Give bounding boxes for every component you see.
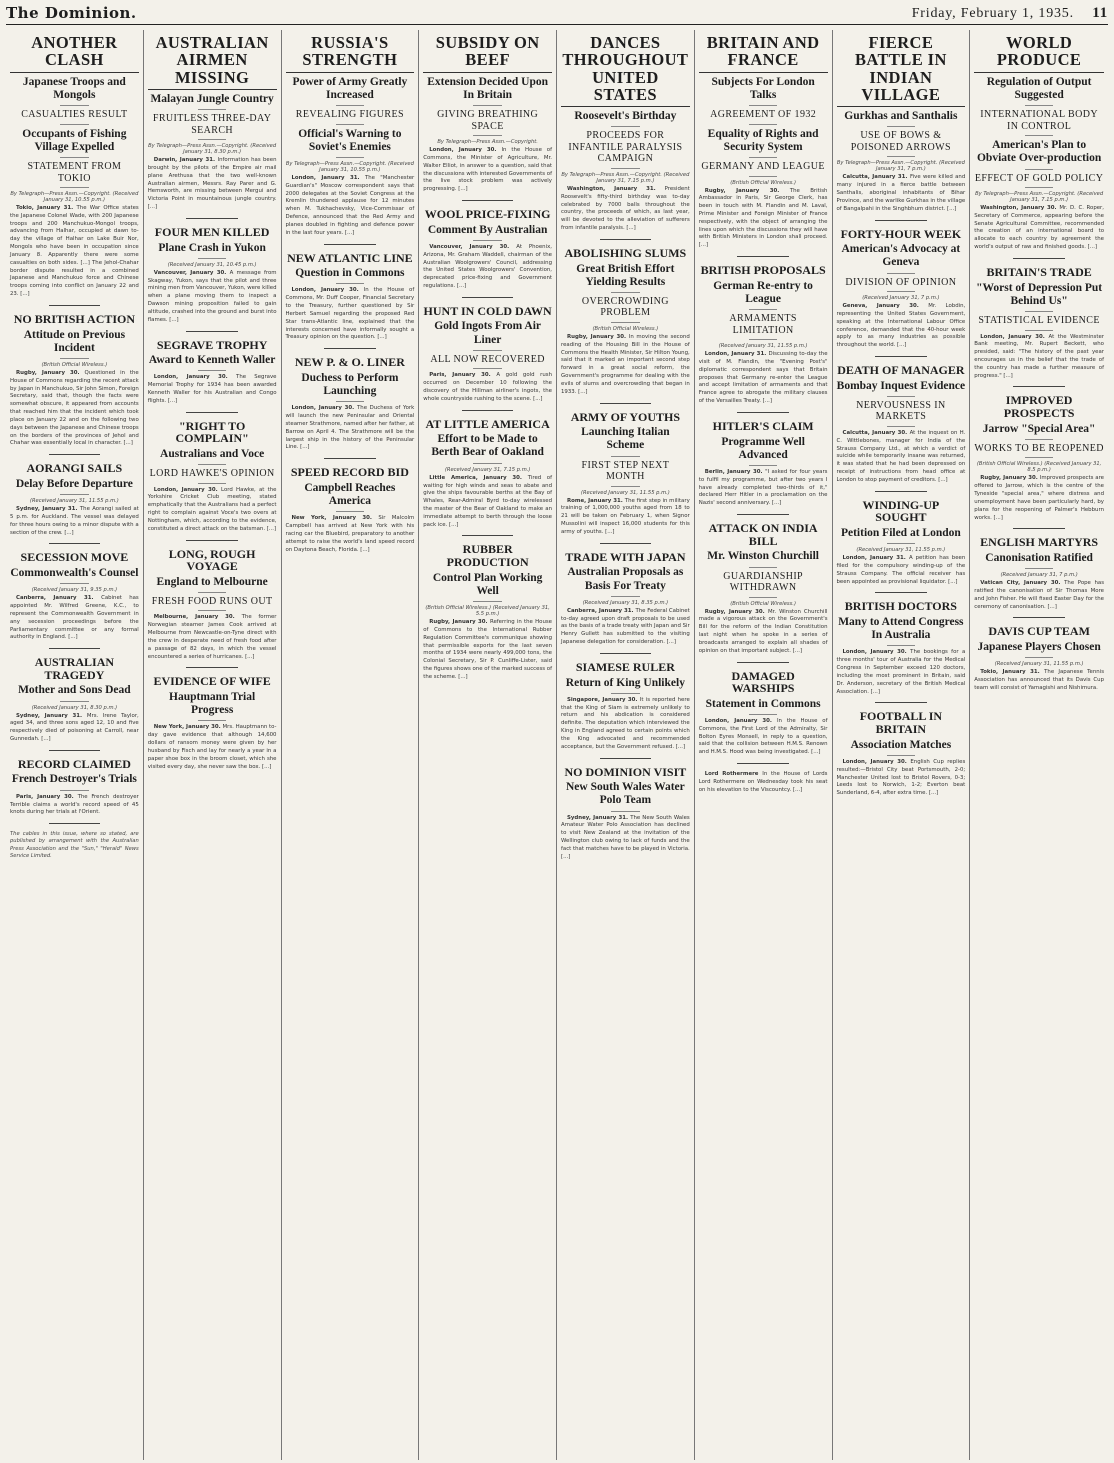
article-subheading: REVEALING FIGURES	[286, 109, 415, 125]
article-headline: BRITAIN AND FRANCE	[699, 34, 828, 73]
article-credit: By Telegraph—Press Assn.—Copyright. (Received January 31, 7.15 p.m.)	[561, 171, 690, 184]
article-dateline: Rome, January 31.	[567, 497, 625, 504]
article-dateline: New York, January 30.	[153, 724, 223, 731]
article-dateline: Sydney, January 31.	[16, 506, 80, 513]
article-body: London, January 30. In the House of Commons, Mr. Duff Cooper, Financial Secretary to the Treasury, further questioned by Sir Herbert Samuel regarding the proposed Red Star trans-Atlantic line, explained that the interests concerned have informally sought a Treasury opinion on the question. [...]	[285, 287, 415, 341]
article-credit: (Received January 31, 10.45 p.m.)	[167, 261, 257, 268]
article-subheading: Petition Filed at London	[837, 527, 966, 544]
article-headline: NEW P. & O. LINER	[294, 355, 405, 370]
article-body: Rugby, January 30. In moving the second reading of the Housing Bill in the House of Commons the Health Minister, Sir Hilton Young, said that it marked an important second step forward in a great social reform, the Government's programme for dealing with the evils of slums and overcrowding that began in 1933. [...]	[561, 333, 690, 395]
article-dateline: London, January 30.	[704, 717, 777, 724]
article	[561, 661, 690, 759]
article	[699, 264, 828, 413]
article-headline: LONG, ROUGH VOYAGE	[168, 546, 256, 574]
article	[699, 522, 828, 662]
news-column-5	[557, 30, 695, 1460]
article-dateline: Tokio, January 31.	[980, 669, 1045, 676]
article-credit: (Received January 31, 7 p.m.)	[862, 295, 940, 302]
article-subheading: Jarrow "Special Area"	[974, 423, 1104, 440]
article-headline: BRITAIN'S TRADE	[986, 264, 1092, 279]
article-subheading: Statement in Commons	[699, 698, 828, 715]
article-body: Vancouver, January 30. A message from Skagway, Yukon, says that the pilot and three mining men from Vancouver, Yukon, were killed when a plane moving them to inspect a Dawson mining proposition failed to gain altitude, crashed into the ground and burst into flames. [...]	[147, 269, 277, 323]
article	[974, 625, 1104, 692]
article-dateline: Rugby, January 30.	[704, 187, 790, 194]
article-dateline: Sydney, January 31.	[16, 712, 87, 719]
article-subheading: Delay Before Departure	[10, 478, 139, 495]
column-footnote: The cables in this issue, where so stated, are published by arrangement with the Australian Press Association and the "Sun," "Herald" News Service Limited.	[10, 831, 139, 860]
article	[561, 34, 690, 240]
article-body: Rugby, January 30. Referring in the House of Commons to the International Rubber Regulation Committee's communique showing that permissible exports for the last seven months of 1934 were nearly 499,000 tons, the Colonial Secretary, Sir P. Cunliffe-Lister, said the figures shows one of the marked success of the scheme. [...]	[423, 619, 552, 680]
article-subheading: PROCEEDS FOR INFANTILE PARALYSIS CAMPAIGN	[561, 130, 690, 169]
article-dateline: Calcutta, January 31.	[842, 174, 910, 181]
article-body: London, January 30. English Cup replies resulted:—Bristol City beat Portsmouth, 2-0; Manchester United lost to Bristol Rovers, 0-3; Leeds lost to Norwich, 1-2; Everton beat Sunderland, 6-4, after extra time. [...]	[836, 758, 966, 797]
article-credit: (British Official Wireless.)	[592, 325, 659, 332]
article-subheading: WORKS TO BE REOPENED	[974, 443, 1104, 459]
article-headline: AT LITTLE AMERICA	[425, 416, 550, 431]
article-headline: ANOTHER CLASH	[10, 34, 139, 73]
article	[10, 313, 139, 455]
article-credit: By Telegraph—Press Assn.—Copyright. (Received January 31, 8.30 p.m.)	[148, 143, 277, 156]
article-subheading: FIRST STEP NEXT MONTH	[561, 460, 690, 487]
article-headline: HUNT IN COLD DAWN	[423, 303, 552, 318]
article	[148, 226, 277, 332]
news-column-2	[144, 30, 282, 1460]
article-subheading: Association Matches	[837, 739, 966, 756]
article	[423, 208, 552, 298]
article-subheading: Gurkhas and Santhalis	[837, 110, 966, 127]
article-subheading: INTERNATIONAL BODY IN CONTROL	[974, 109, 1104, 136]
article-subheading: French Destroyer's Trials	[10, 773, 139, 790]
article-subheading: Control Plan Working Well	[423, 572, 552, 602]
article-subheading: Many to Attend Congress In Australia	[837, 616, 966, 646]
article-subheading: Attitude on Previous Incident	[10, 329, 139, 359]
article	[10, 462, 139, 544]
article-subheading: EFFECT OF GOLD POLICY	[974, 173, 1104, 189]
article-subheading: Hauptmann Trial Progress	[148, 691, 277, 721]
article-body: London, January 30. In the House of Commons, the First Lord of the Admiralty, Sir Bolton Eyres Monsell, in reply to a question, said that the collision between H.M.S. Renown and H.M.S. Hood was being investigated. [...]	[698, 717, 828, 756]
article-dateline: Paris, January 30.	[429, 372, 497, 379]
article-credit: (British Official Wireless.)	[41, 361, 108, 368]
article-dateline: Paris, January 30.	[16, 793, 78, 800]
news-column-7	[833, 30, 971, 1460]
article-headline: DAMAGED WARSHIPS	[731, 668, 795, 696]
article-body: Rome, January 31. The first step in military training of 1,000,000 youths aged from 18 to 21 will be taken on February 1, when Signor Mussolini will inspect 16,000 students for this army of youths. [...]	[561, 497, 690, 535]
article-headline: SECESSION MOVE	[20, 550, 129, 565]
article-body: Darwin, January 31. Information has been brought by the pilots of the Empire air mail plane Arethusa that the two well-known Australian airmen, Messrs. Ray Parer and G. Hemsworth, are missing between Mergui and Victoria Point in mountainous jungle country. [...]	[147, 157, 277, 211]
article-dateline: Berlin, January 30.	[704, 468, 766, 475]
article	[286, 356, 415, 459]
article-subheading: AGREEMENT OF 1932	[699, 109, 828, 125]
article-subheading: Regulation of Output Suggested	[974, 76, 1104, 106]
article-headline: BRITISH PROPOSALS	[700, 263, 826, 278]
article-subheading: Award to Kenneth Waller	[148, 354, 277, 371]
article	[286, 466, 415, 554]
news-column-8	[970, 30, 1108, 1460]
article	[423, 305, 552, 411]
article-credit: (Received January 31, 11.55 p.m.)	[29, 498, 119, 505]
article	[148, 34, 277, 219]
article-subheading: STATEMENT FROM TOKIO	[10, 161, 139, 188]
article	[148, 339, 277, 413]
article-body: Rugby, January 30. Mr. Winston Churchill made a vigorous attack on the Government's Bill for the reform of the Indian Constitution last night when he spoke in a series of broadcasts arranged to explain all shades of opinion on that important subject. [...]	[698, 608, 828, 654]
article-body: Canberra, January 31. The Federal Cabinet to-day agreed upon draft proposals to be used as the basis of a trade treaty with Japan and Sir Henry Gullett has submitted to the visiting Japanese delegation for consideration. [...]	[561, 607, 690, 646]
article-subheading: "Worst of Depression Put Behind Us"	[974, 282, 1104, 312]
article-subheading: Equality of Rights and Security System	[699, 128, 828, 158]
article-headline: SEGRAVE TROPHY	[156, 337, 268, 352]
article	[148, 675, 277, 771]
article-body: Washington, January 30. Mr. D. C. Roper, Secretary of Commerce, appearing before the Senate Agricultural Committee, recommended the creation of an international board to allocate to each country by agreement the world's output of raw and finished goods. [...]	[974, 205, 1104, 251]
article-dateline: London, January 30.	[153, 374, 237, 381]
article-body: Rugby, January 30. Questioned in the House of Commons regarding the recent attack by Japan in Manchukuo, Sir John Simon, Foreign Secretary, said that, though the facts were somewhat obscure, it appeared from accounts that reached him that the incident which took place on January 22 and on the following two days between the Japanese and Chinese troops on the borders of the provinces of Jehol and Chahar was essentially local in character. [...]	[10, 369, 139, 447]
article-headline: NO DOMINION VISIT	[564, 764, 687, 779]
article-credit: (Received January 31, 8.35 p.m.)	[582, 599, 669, 606]
article-dateline: Melbourne, January 30.	[153, 614, 242, 621]
article-credit: (Received January 31, 11.55 p.m.)	[580, 489, 670, 496]
article-body: Tokio, January 31. The War Office states the Japanese Colonel Wade, with 200 Japanese troops and 200 Manchukuo-Mongol troops, advancing from Halhar, occupied at dawn to-day the village of Halhar on Lake Buir Nor, Mongols who have been in occupation since January 8. Apparently there were some casualties on both sides. [...] The Jehol-Chahar border dispute resulted in a combined Japanese and Manchukuo force and Chinese troops coming into conflict on January 22 and 23. [...]	[10, 205, 139, 298]
article-dateline: London, January 30.	[842, 758, 911, 765]
article	[561, 247, 690, 404]
article	[837, 499, 966, 594]
news-column-3	[282, 30, 420, 1460]
article-headline: FOOTBALL IN BRITAIN	[859, 709, 943, 737]
article-body: London, January 30. In the House of Commons, the Minister of Agriculture, Mr. Walter Elliot, in answer to a question, said that the discussions with interested Governments of the live stock problem was actively progressing. [...]	[423, 147, 552, 193]
article-subheading: Australian Proposals as Basis For Treaty	[561, 566, 690, 596]
article-body: London, January 31. A petition has been filed for the compulsory winding-up of the Strauss Company. The official receiver has been appointed as provisional liquidator. [...]	[836, 555, 966, 585]
article-body: Berlin, January 30. "I asked for four years to fulfil my programme, but after two years I have already completed two-thirds of it," declared Herr Hitler in a proclamation on the Nazis' second anniversary. [...]	[698, 468, 828, 507]
article-body: Washington, January 31. President Roosevelt's fifty-third birthday was to-day celebrated by 7000 balls throughout the country, the proceeds of which, as last year, will be devoted to the alleviation of sufferers from infantile paralysis. [...]	[561, 185, 690, 232]
article-subheading: Gold Ingots From Air Liner	[423, 320, 552, 350]
article-dateline: Tokio, January 31.	[16, 205, 77, 211]
article-subheading: ALL NOW RECOVERED	[423, 354, 552, 370]
article-body: Vatican City, January 30. The Pope has ratified the canonisation of Sir Thomas More and John Fisher. He will fixed Easter Day for the ceremony of canonisation. [...]	[974, 580, 1104, 610]
article-headline: DANCES THROUGHOUT UNITED STATES	[561, 34, 690, 107]
article-headline: WINDING-UP SOUGHT	[862, 497, 940, 525]
article-headline: WORLD PRODUCE	[974, 34, 1104, 73]
column-grid	[6, 30, 1108, 1460]
article-subheading: Mr. Winston Churchill	[699, 550, 828, 567]
article-dateline: Washington, January 30.	[980, 205, 1060, 211]
article-headline: TRADE WITH JAPAN	[565, 549, 686, 564]
article-subheading: Japanese Players Chosen	[974, 641, 1104, 658]
article-headline: IMPROVED PROSPECTS	[1003, 393, 1075, 421]
article-body: Little America, January 30. Tired of waiting for high winds and seas to abate and give the ships favourable berths at the Bay of Whales, Rear-Admiral Byrd to-day wirelessed the master of the Bear of Oakland to make an immediate attempt to berth through the loose pack ice. [...]	[423, 474, 552, 528]
article-body: London, January 30. The Segrave Memorial Trophy for 1934 has been awarded Kenneth Waller for his Australian and Congo flights. [...]	[147, 374, 277, 404]
article-credit: (Received January 31, 11.55 p.m.)	[994, 661, 1084, 668]
article-credit: (Received January 31, 11.55 p.m.)	[718, 343, 808, 350]
article-headline: ATTACK ON INDIA BILL	[708, 521, 818, 548]
article-headline: WOOL PRICE-FIXING	[424, 207, 551, 222]
article-credit: By Telegraph—Press Assn.—Copyright. (Received January 31, 10.55 p.m.)	[10, 191, 139, 203]
article	[837, 600, 966, 703]
article-body: Rugby, January 30. The British Ambassador in Paris, Sir George Clerk, has been in touch with M. Flandin and M. Laval, Prime Minister and Foreign Minister of France respectively, with the object of arranging the lines upon which the discussions they will have with British Ministers in London shall proceed. [...]	[698, 187, 828, 249]
issue-date-text: Friday, February 1, 1935.	[911, 5, 1074, 21]
article-body: Calcutta, January 31. Five were killed and many injured in a fierce battle between Santhalis, aboriginal inhabitants of Bihar Province, and the warlike Gurkhas in the village of Bangalpahi in the Singhbhum district. [...]	[836, 174, 966, 212]
article	[837, 364, 966, 492]
article-subheading: German Re-entry to League	[699, 280, 828, 310]
article-credit: (British Official Wireless.)	[730, 600, 796, 607]
article-subheading: Campbell Reaches America	[286, 482, 415, 512]
article	[561, 766, 690, 862]
article-dateline: Vancouver, January 30.	[429, 243, 517, 250]
article	[561, 551, 690, 654]
article-subheading: DIVISION OF OPINION	[837, 277, 966, 293]
article-body: New York, January 30. Mrs. Hauptmann to-day gave evidence that although 14,600 dollars of ransom money were given by her husband by Fisch and lay for nearly a year in a paper shoe box in the broom closet, which she visited every day, she never saw the box. [...]	[147, 724, 277, 770]
article-headline: SIAMESE RULER	[575, 659, 675, 674]
newspaper-title: The Dominion.	[6, 4, 137, 22]
article-subheading: Official's Warning to Soviet's Enemies	[286, 128, 415, 158]
article-subheading: Commonwealth's Counsel	[10, 567, 139, 584]
article-dateline: London, January 30.	[291, 405, 358, 412]
article-headline: RECORD CLAIMED	[17, 756, 131, 771]
article-body: Tokio, January 31. The Japanese Tennis Association has announced that its Davis Cup team will consist of Yamagishi and Nishimura.	[974, 669, 1105, 691]
article-subheading: GERMANY AND LEAGUE	[699, 161, 828, 177]
article-headline: FIERCE BATTLE IN INDIAN VILLAGE	[837, 34, 966, 107]
article	[837, 710, 966, 798]
article	[10, 34, 139, 306]
article-subheading: Launching Italian Scheme	[561, 426, 690, 456]
article	[148, 420, 277, 541]
article-subheading: Duchess to Perform Launching	[286, 372, 415, 402]
article-body: Sydney, January 31. The New South Wales Amateur Water Polo Association has declined to visit New Zealand at the invitation of the Wellington club owing to lack of funds and the fact that matches have to be played in Victoria. [...]	[561, 814, 690, 860]
article	[974, 536, 1104, 618]
article-headline: SUBSIDY ON BEEF	[423, 34, 552, 73]
article-subheading: Power of Army Greatly Increased	[286, 76, 415, 106]
article-dateline: Rugby, January 30.	[704, 608, 768, 615]
article-subheading: Bombay Inquest Evidence	[837, 380, 966, 397]
article-credit: (British Official Wireless.) (Received January 31, 5.5 p.m.)	[425, 605, 550, 618]
article	[699, 771, 828, 794]
article-subheading: Australians and Voce	[148, 448, 277, 465]
article-dateline: Vatican City, January 30.	[980, 580, 1065, 587]
article	[423, 418, 552, 537]
article-headline: AUSTRALIAN TRAGEDY	[34, 655, 115, 682]
article-subheading: NERVOUSNESS IN MARKETS	[837, 400, 966, 427]
article	[423, 543, 552, 681]
article-credit: (British Official Wireless.) (Received January 31, 8.5 p.m.)	[976, 461, 1102, 474]
article-subheading: LORD HAWKE'S OPINION	[148, 468, 277, 484]
article-dateline: Singapore, January 30.	[567, 696, 640, 703]
article-body: London, January 30. At the Westminster Bank meeting, Mr. Rupert Beckett, who presided, said: "The history of the past year encourages us in the belief that the trade of the country has made a further measure of progress." [...]	[974, 333, 1104, 379]
article	[699, 420, 828, 515]
article	[10, 656, 139, 751]
article-dateline: London, January 31.	[291, 175, 365, 181]
article-subheading: ARMAMENTS LIMITATION	[699, 313, 828, 340]
article-headline: AORANGI SAILS	[26, 461, 123, 476]
article-subheading: FRESH FOOD RUNS OUT	[148, 596, 277, 612]
article-body: Singapore, January 30. It is reported here that the King of Siam is extremely unlikely to return and his abdication is considered definite. The deputation which interviewed the King in England agreed to certain points which the King advocated and recommended acceptance, but the Government refused. [...]	[561, 696, 690, 750]
article-body: London, January 31. The "Manchester Guardian's" Moscow correspondent says that 2000 delegates at the Soviet Congress at the Kremlin thundered applause for 12 minutes when M. Tukhachevsky, Vice-Commissar of Defence, announced that the Red Army and planes doubled in fighting and defence power in the last four years. [...]	[285, 175, 415, 236]
article-dateline: Geneva, January 30.	[842, 303, 929, 310]
article-dateline: Rugby, January 30.	[567, 333, 629, 340]
article-headline: SPEED RECORD BID	[290, 465, 409, 480]
article-headline: AUSTRALIAN AIRMEN MISSING	[148, 34, 277, 90]
article-subheading: STATISTICAL EVIDENCE	[974, 315, 1104, 331]
article	[974, 266, 1104, 388]
article-subheading: OVERCROWDING PROBLEM	[561, 296, 690, 323]
article-body: Geneva, January 30. Mr. Lobdin, representing the United States Government, speaking at the International Labour Office conference, demanded that the 40-hour week apply to as many industries as possible throughout the world. [...]	[836, 303, 966, 349]
article-dateline: New York, January 30.	[291, 515, 379, 522]
article-dateline: London, January 30.	[153, 486, 222, 493]
news-column-1	[6, 30, 144, 1460]
article-dateline: Rugby, January 30.	[429, 619, 490, 626]
article-headline: FOUR MEN KILLED	[154, 224, 270, 239]
article	[10, 551, 139, 649]
article-subheading: FRUITLESS THREE-DAY SEARCH	[148, 113, 277, 140]
article-dateline: Canberra, January 31.	[16, 595, 102, 602]
article-headline: HITLER'S CLAIM	[712, 418, 814, 433]
article-headline: NEW ATLANTIC LINE	[287, 250, 413, 265]
article-dateline: Canberra, January 31.	[567, 607, 636, 614]
article-subheading: Canonisation Ratified	[974, 552, 1104, 569]
news-column-6	[695, 30, 833, 1460]
article-subheading: GUARDIANSHIP WITHDRAWN	[699, 571, 828, 598]
article-dateline: London, January 31.	[842, 555, 909, 562]
article-subheading: England to Melbourne	[148, 576, 277, 593]
article-credit: (Received January 31, 9.35 p.m.)	[31, 587, 118, 594]
article-body: London, January 30. The Duchess of York will launch the new Peninsular and Oriental steamer Strathmore, named after her father, at Barrow on April 4. The Strathmore will be the largest ship in the history of the Peninsular Line. [...]	[285, 405, 415, 451]
article-dateline: London, January 30.	[291, 287, 364, 294]
article	[974, 34, 1104, 259]
article-dateline: Vancouver, January 30.	[153, 269, 230, 276]
article-dateline: London, January 30.	[842, 649, 911, 656]
page-number: 11	[1092, 4, 1108, 21]
news-column-4	[419, 30, 557, 1460]
article-headline: RUBBER PRODUCTION	[446, 542, 529, 570]
article-dateline: Sydney, January 31.	[567, 814, 631, 821]
article-headline: "RIGHT TO COMPLAIN"	[175, 418, 249, 446]
article-credit: By Telegraph—Press Assn.—Copyright. (Received January 31, 7.15 p.m.)	[975, 191, 1104, 203]
article	[974, 394, 1104, 529]
article-headline: RUSSIA'S STRENGTH	[286, 34, 415, 73]
article-subheading: Roosevelt's Birthday	[561, 110, 690, 127]
article-credit: By Telegraph—Press Assn.—Copyright. (Received January 31, 10.55 p.m.)	[285, 161, 414, 173]
article-headline: BRITISH DOCTORS	[844, 599, 957, 614]
article-subheading: Malayan Jungle Country	[148, 93, 277, 110]
article-dateline: London, January 30.	[429, 147, 502, 154]
article-credit: (British Official Wireless.)	[730, 179, 796, 186]
article	[837, 228, 966, 358]
article-dateline: Rugby, January 30.	[980, 475, 1040, 482]
article-subheading: Question in Commons	[286, 267, 415, 284]
article-dateline: Washington, January 31.	[567, 185, 665, 192]
article-subheading: New South Wales Water Polo Team	[561, 781, 690, 811]
article-body: Melbourne, January 30. The former Norwegian steamer James Cook arrived at Melbourne from Newcastle-on-Tyne direct with the crew in desperate need of fresh food after a passage of 82 days, in which the vessel encountered a series of hurricanes. [...]	[147, 614, 277, 660]
article-subheading: Effort to be Made to Berth Bear of Oakland	[423, 433, 552, 463]
article	[423, 34, 552, 201]
article	[561, 411, 690, 544]
article-dateline: London, January 30.	[980, 333, 1049, 340]
article-body: Sydney, January 31. Mrs. Irene Taylor, aged 34, and three sons aged 12, 10 and five respectively died of poisoning at Carroll, near Gunnedah. [...]	[10, 712, 139, 743]
article-body: Canberra, January 31. Cabinet has appointed Mr. Wilfred Greene, K.C., to represent the Commonwealth Government in any secession proceedings before the Parliamentary committee or any formal authority in England. [...]	[10, 595, 139, 641]
article-subheading: American's Advocacy at Geneva	[837, 243, 966, 273]
article-headline: ABOLISHING SLUMS	[564, 245, 687, 260]
article	[699, 670, 828, 765]
article-body: Rugby, January 30. Improved prospects are offered to Jarrow, which is the centre of the Tyneside "special area," where distress and unemployment have been particularly hard, by plans for the reopening of Palmer's Hebburn works. [...]	[974, 475, 1104, 521]
article-credit: (Received January 31, 11.55 p.m.)	[856, 547, 946, 554]
article-headline: EVIDENCE OF WIFE	[153, 674, 271, 689]
article-body: London, January 30. Lord Hawke, at the Yorkshire Cricket Club meeting, stated emphatically that the Australians had a perfect right to complain against Voce's two overs at Nottingham, which, according to the evidence, constituted a direct attack on the batsman. [...]	[147, 486, 277, 532]
article-subheading: Programme Well Advanced	[699, 436, 828, 466]
article	[286, 34, 415, 245]
article-dateline: Rugby, January 30.	[16, 369, 85, 376]
article-dateline: Calcutta, January 30.	[842, 429, 910, 436]
article-subheading: USE OF BOWS & POISONED ARROWS	[837, 130, 966, 157]
article-dateline: London, January 31.	[704, 351, 769, 358]
article	[837, 34, 966, 221]
article-subheading: Occupants of Fishing Village Expelled	[10, 128, 139, 158]
article	[148, 548, 277, 669]
article-headline: FORTY-HOUR WEEK	[840, 226, 962, 241]
article-dateline: Little America, January 30.	[429, 474, 528, 481]
article-subheading: Mother and Sons Dead	[10, 684, 139, 701]
article-body: London, January 30. The bookings for a three months' tour of Australia for the Medical Congress in September exceed 120 doctors, including the most prominent in Britain, said Dr. Anderson, secretary of the British Medical Association. [...]	[836, 649, 966, 695]
article-headline: NO BRITISH ACTION	[13, 311, 136, 326]
article-subheading: GIVING BREATHING SPACE	[423, 109, 552, 136]
article-subheading: Great British Effort Yielding Results	[561, 263, 690, 293]
article-credit: By Telegraph—Press Assn.—Copyright. (Received January 31, 7 p.m.)	[836, 160, 965, 173]
article	[699, 34, 828, 257]
article-body: New York, January 30. Sir Malcolm Campbell has arrived at New York with his racing car the Bluebird, preparatory to another attempt to raise the world's land speed record on Daytona Beach, Florida. [...]	[285, 515, 415, 553]
article-body: Paris, January 30. A gold gold rush occurred on December 10 following the discovery of the Hillman airliner's ingots, the whole countryside rushing to the scene. [...]	[423, 372, 553, 402]
article-subheading: Subjects For London Talks	[699, 76, 828, 106]
article-body: Sydney, January 31. The Aorangi sailed at 5 p.m. for Auckland. The vessel was delayed for three hours owing to a minor dispute with a section of the crew. [...]	[10, 506, 139, 536]
masthead	[6, 2, 1108, 25]
article-headline: DEATH OF MANAGER	[837, 363, 965, 378]
article-subheading: Japanese Troops and Mongols	[10, 76, 139, 106]
issue-date	[912, 5, 1108, 22]
article-body: Calcutta, January 30. At the inquest on H. C. Wittlebones, manager for India of the Strauss Company Ltd., at which a verdict of suicide while temporarily insane was returned, it was stated that he had been depressed on receipt of instructions from head office at London to stop payment of creditors. [...]	[836, 429, 966, 483]
article-subheading: Plane Crash in Yukon	[148, 242, 277, 259]
article-credit: (Received January 31, 7.15 p.m.)	[444, 466, 531, 473]
article-subheading: CASUALTIES RESULT	[10, 109, 139, 125]
article-dateline: Lord Rothermere	[704, 771, 763, 778]
article	[286, 252, 415, 350]
article-subheading: Extension Decided Upon In Britain	[423, 76, 552, 106]
article-credit: By Telegraph—Press Assn.—Copyright.	[437, 139, 538, 146]
article-body: London, January 31. Discussing to-day the visit of M. Flandin, the "Evening Post's" diplomatic correspondent says that Britain proposes that Germany re-enter the League and accept limitation of armaments and that France agree to abrogate the military clauses of the Versailles Treaty. [...]	[698, 351, 828, 405]
article-subheading: Return of King Unlikely	[561, 677, 690, 694]
article-headline: ARMY OF YOUTHS	[570, 409, 681, 424]
article-body: Lord Rothermere In the House of Lords Lord Rothermere on Wednesday took his seat on his elevation to the Viscountcy. [...]	[698, 771, 828, 793]
article-subheading: Comment By Australian	[423, 224, 552, 241]
article-headline: DAVIS CUP TEAM	[988, 624, 1090, 639]
article	[10, 758, 139, 824]
article-headline: ENGLISH MARTYRS	[980, 535, 1099, 550]
article-credit: (Received January 31, 7 p.m.)	[1000, 572, 1078, 579]
article-subheading: American's Plan to Obviate Over-production	[974, 139, 1104, 169]
article-credit: (Received January 31, 8.30 p.m.)	[31, 704, 118, 711]
article-body: Paris, January 30. The French destroyer Terrible claims a world's record speed of 45 knots during her trials at l'Orient.	[10, 793, 139, 816]
article-dateline: Darwin, January 31.	[153, 157, 218, 164]
article-body: Vancouver, January 30. At Phoenix, Arizona, Mr. Graham Waddell, chairman of the Australian Woolgrowers' Council, addressing the United States Woolgrowers' Convention, deprecated price-fixing and Government regulations. [...]	[423, 243, 552, 289]
